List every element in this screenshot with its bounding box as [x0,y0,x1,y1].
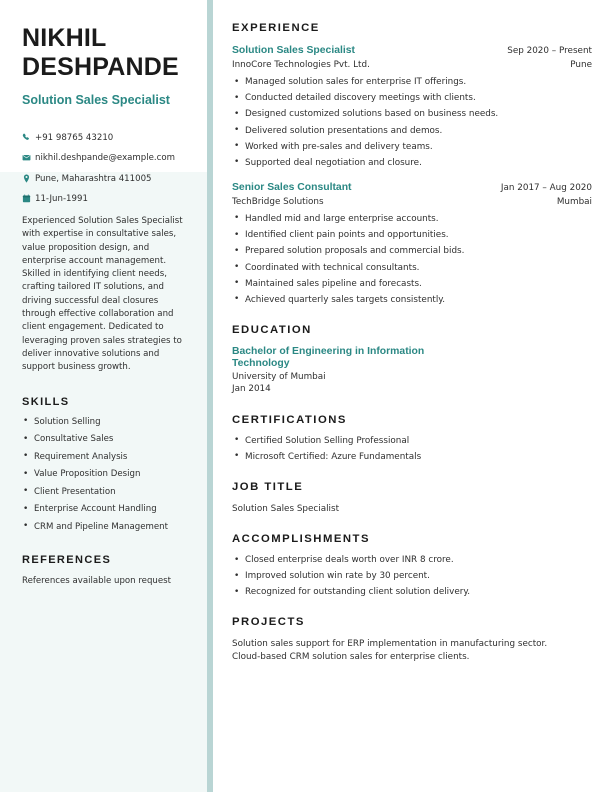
skills-heading: SKILLS [22,395,70,408]
headline: Solution Sales Specialist [22,93,170,107]
contact-row-email [22,153,192,164]
entry-location: Pune [570,60,592,70]
sidebar-content [0,0,208,587]
certifications-list [232,436,592,463]
list-item: • Closed enterprise deals worth over INR 8 crore. [232,555,592,566]
list-item: • CRM and Pipeline Management [22,522,192,533]
calendar-icon [22,194,35,203]
list-item: • Maintained sales pipeline and forecasts. [232,279,592,290]
certifications-section [232,414,592,463]
list-item: • Certified Solution Selling Professional [232,436,592,447]
list-item: • Conducted detailed discovery meetings with clients. [232,93,592,104]
entry-organization: InnoCore Technologies Pvt. Ltd. [232,60,370,70]
list-item: • Identified client pain points and opportunities. [232,230,592,241]
contact-row-location [22,174,192,185]
sidebar [0,0,208,792]
experience-entry [232,44,592,169]
projects-line: Cloud-based CRM solution sales for enterprise clients. [232,651,470,662]
list-item: • Enterprise Account Handling [22,504,192,515]
projects-heading: PROJECTS [232,616,305,629]
contact-location-text: Pune, Maharashtra 411005 [35,173,152,184]
email-icon [22,153,35,162]
entry-title: Senior Sales Consultant [232,181,352,193]
column-divider [207,0,213,792]
profile-summary: Experienced Solution Sales Specialist with expertise in consultative sales, value proposition design, and enterprise account management. Skilled in identifying client needs, crafting tailored IT solutions, and driving successful deal closures through effective collaboration and client engagement. Dedicated to leveraging proven sales strategies to deliver innovative solutions and support business growth. [22,216,183,373]
entry-location: Mumbai [556,196,592,207]
references-section [22,554,192,587]
list-item: • Consultative Sales [22,434,192,445]
certifications-heading: CERTIFICATIONS [232,413,347,426]
accomplishments-list [232,555,592,598]
location-pin-icon [22,174,35,183]
experience-entry [232,181,592,306]
list-item: • Achieved quarterly sales targets consistently. [232,295,592,306]
skills-section [22,396,192,533]
job-title-text: Solution Sales Specialist [232,503,340,514]
entry-sub [232,59,592,71]
projects-section [232,616,592,663]
experience-section [232,22,592,306]
entry-bullet-list [232,77,592,169]
accomplishments-section [232,533,592,598]
entry-sub [232,196,592,208]
education-section [232,324,592,396]
references-heading: REFERENCES [22,553,112,566]
entry-organization: TechBridge Solutions [232,196,324,207]
list-item: • Value Proposition Design [22,469,192,480]
contact-list [22,133,192,206]
list-item: • Prepared solution proposals and commercial bids. [232,246,592,257]
job-title-heading: JOB TITLE [232,480,304,493]
entry-title: Solution Sales Specialist [232,45,355,56]
entry-date: Sep 2020 – Present [507,46,592,56]
list-item: • Worked with pre-sales and delivery teams. [232,142,592,153]
education-heading: EDUCATION [232,323,312,336]
list-item: • Supported deal negotiation and closure. [232,158,592,169]
education-degree: Bachelor of Engineering in Information Technology [232,345,425,370]
entry-date: Jan 2017 – Aug 2020 [500,182,592,193]
job-title-section [232,481,592,515]
contact-phone-text: +91 98765 43210 [35,132,114,143]
list-item: • Microsoft Certified: Azure Fundamentals [232,452,592,463]
list-item: • Coordinated with technical consultants. [232,263,592,274]
accomplishments-heading: ACCOMPLISHMENTS [232,533,370,546]
contact-email-text: nikhil.deshpande@example.com [35,153,176,163]
list-item: • Improved solution win rate by 30 percent. [232,571,592,582]
references-text: References available upon request [22,575,172,586]
list-item: • Managed solution sales for enterprise IT offerings. [232,77,592,88]
phone-icon [22,133,35,142]
list-item: • Handled mid and large enterprise accounts. [232,214,592,225]
list-item: • Requirement Analysis [22,452,192,463]
entry-head [232,44,592,58]
entry-head [232,181,592,195]
main-column [232,0,592,681]
contact-row-birthdate [22,194,192,205]
projects-line: Solution sales support for ERP implementation in manufacturing sector. [232,639,548,650]
list-item: • Delivered solution presentations and demos. [232,126,592,137]
page-title: NIKHIL DESHPANDE [22,24,179,81]
list-item: • Designed customized solutions based on business needs. [232,109,592,120]
skills-list [22,417,192,533]
experience-heading: EXPERIENCE [232,22,320,34]
list-item: • Recognized for outstanding client solution delivery. [232,587,592,598]
list-item: • Solution Selling [22,417,192,428]
contact-row-phone [22,133,192,144]
name-block [22,0,192,115]
contact-birthdate-text: 11-Jun-1991 [35,194,88,204]
list-item: • Client Presentation [22,487,192,498]
entry-bullet-list [232,214,592,306]
education-institution: University of Mumbai [232,371,326,382]
education-date: Jan 2014 [232,384,271,395]
